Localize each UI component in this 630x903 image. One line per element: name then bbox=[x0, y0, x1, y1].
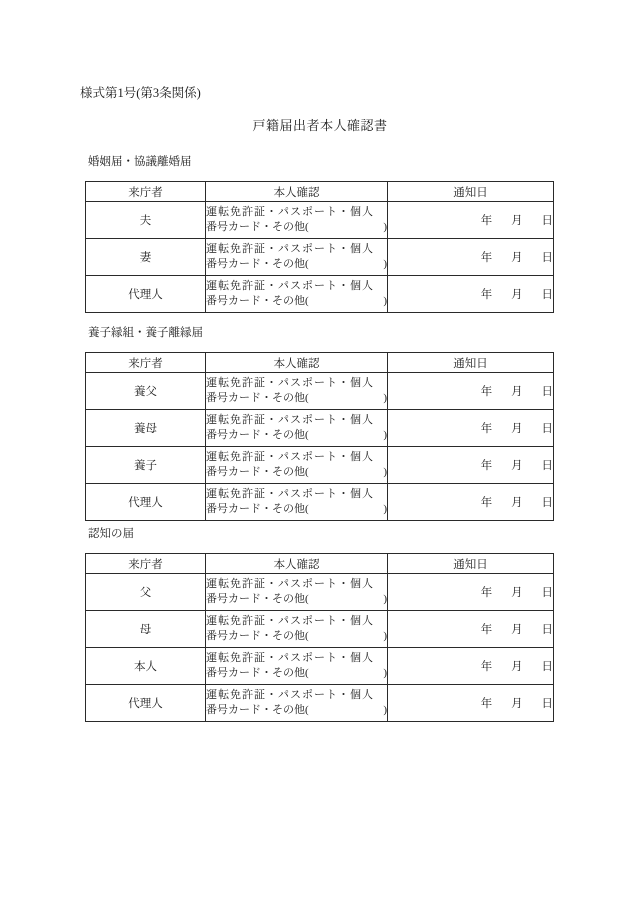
table-header-row bbox=[86, 554, 554, 574]
identity-check-close-paren: ) bbox=[383, 593, 387, 605]
date-day-label: 日 bbox=[541, 497, 553, 509]
date-month-label: 月 bbox=[511, 624, 523, 636]
identity-check-line1: 運転免許証・パスポート・個人 bbox=[206, 279, 374, 292]
visitor-cell bbox=[86, 685, 206, 722]
identity-check-cell bbox=[206, 574, 388, 611]
header-visitor: 来庁者 bbox=[86, 554, 206, 574]
header-identity-check: 本人確認 bbox=[206, 554, 388, 574]
notification-date-cell bbox=[388, 239, 554, 276]
date-day-label: 日 bbox=[541, 624, 553, 636]
visitor-label: 代理人 bbox=[128, 497, 163, 509]
visitor-cell bbox=[86, 447, 206, 484]
header-identity-check: 本人確認 bbox=[206, 182, 388, 202]
identity-check-line2 bbox=[206, 629, 387, 645]
date-month-label: 月 bbox=[511, 252, 523, 264]
table-row bbox=[86, 447, 554, 484]
table-row bbox=[86, 410, 554, 447]
identity-check-close-paren: ) bbox=[383, 630, 387, 642]
identity-check-line1: 運転免許証・パスポート・個人 bbox=[206, 651, 374, 664]
notification-date-cell bbox=[388, 202, 554, 239]
header-notification-date: 通知日 bbox=[388, 182, 554, 202]
identity-check-line2 bbox=[206, 502, 387, 518]
section-adoption bbox=[85, 324, 553, 521]
date-year-label: 年 bbox=[480, 497, 493, 509]
identity-check-line2 bbox=[206, 703, 387, 719]
table-row bbox=[86, 574, 554, 611]
date-day-label: 日 bbox=[541, 460, 553, 472]
table-row bbox=[86, 484, 554, 521]
identity-check-close-paren: ) bbox=[383, 258, 387, 270]
identity-check-line1: 運転免許証・パスポート・個人 bbox=[206, 242, 374, 255]
visitor-label: 代理人 bbox=[128, 698, 163, 710]
visitor-cell bbox=[86, 202, 206, 239]
table-row bbox=[86, 648, 554, 685]
date-month-label: 月 bbox=[511, 460, 523, 472]
page-title: 戸籍届出者本人確認書 bbox=[252, 118, 388, 133]
header-notification-date: 通知日 bbox=[388, 353, 554, 373]
form-number-label: 様式第1号(第3条関係) bbox=[80, 86, 201, 100]
identity-check-line2 bbox=[206, 666, 387, 682]
identity-check-close-paren: ) bbox=[383, 667, 387, 679]
identity-check-other-label: 番号カード・その他( bbox=[206, 593, 309, 605]
date-month-label: 月 bbox=[511, 698, 523, 710]
identity-check-line1: 運転免許証・パスポート・個人 bbox=[206, 205, 374, 218]
visitor-label: 妻 bbox=[139, 252, 152, 264]
date-month-label: 月 bbox=[511, 587, 523, 599]
date-day-label: 日 bbox=[541, 386, 553, 398]
identity-check-other-label: 番号カード・その他( bbox=[206, 295, 309, 307]
visitor-cell bbox=[86, 611, 206, 648]
date-month-label: 月 bbox=[511, 386, 523, 398]
table-row bbox=[86, 202, 554, 239]
visitor-cell bbox=[86, 239, 206, 276]
identity-check-line2 bbox=[206, 428, 387, 444]
date-month-label: 月 bbox=[511, 661, 523, 673]
notification-date-cell bbox=[388, 648, 554, 685]
date-year-label: 年 bbox=[480, 423, 493, 435]
visitor-label: 代理人 bbox=[128, 289, 163, 301]
identity-check-line1: 運転免許証・パスポート・個人 bbox=[206, 376, 374, 389]
date-year-label: 年 bbox=[480, 587, 493, 599]
identity-check-close-paren: ) bbox=[383, 221, 387, 233]
date-day-label: 日 bbox=[541, 698, 553, 710]
visitor-label: 養父 bbox=[134, 386, 157, 398]
header-visitor: 来庁者 bbox=[86, 182, 206, 202]
identity-check-close-paren: ) bbox=[383, 392, 387, 404]
date-year-label: 年 bbox=[480, 698, 493, 710]
notification-date-cell bbox=[388, 685, 554, 722]
visitor-cell bbox=[86, 276, 206, 313]
identity-check-other-label: 番号カード・その他( bbox=[206, 429, 309, 441]
acknowledgement-table bbox=[85, 553, 554, 722]
identity-check-cell bbox=[206, 239, 388, 276]
date-day-label: 日 bbox=[541, 215, 553, 227]
identity-check-line1: 運転免許証・パスポート・個人 bbox=[206, 577, 374, 590]
identity-check-cell bbox=[206, 685, 388, 722]
visitor-cell bbox=[86, 484, 206, 521]
identity-check-cell bbox=[206, 484, 388, 521]
identity-check-cell bbox=[206, 410, 388, 447]
date-year-label: 年 bbox=[480, 624, 493, 636]
date-year-label: 年 bbox=[480, 289, 493, 301]
date-month-label: 月 bbox=[511, 215, 523, 227]
visitor-label: 夫 bbox=[139, 215, 152, 227]
identity-check-line1: 運転免許証・パスポート・個人 bbox=[206, 450, 374, 463]
identity-check-line1: 運転免許証・パスポート・個人 bbox=[206, 614, 374, 627]
date-year-label: 年 bbox=[480, 252, 493, 264]
identity-check-cell bbox=[206, 276, 388, 313]
notification-date-cell bbox=[388, 611, 554, 648]
identity-check-cell bbox=[206, 611, 388, 648]
visitor-label: 母 bbox=[139, 624, 152, 636]
identity-check-other-label: 番号カード・その他( bbox=[206, 466, 309, 478]
identity-check-line2 bbox=[206, 257, 387, 273]
visitor-label: 養子 bbox=[134, 460, 157, 472]
table-row bbox=[86, 685, 554, 722]
header-notification-date: 通知日 bbox=[388, 554, 554, 574]
identity-check-close-paren: ) bbox=[383, 295, 387, 307]
notification-date-cell bbox=[388, 373, 554, 410]
date-day-label: 日 bbox=[541, 661, 553, 673]
table-row bbox=[86, 373, 554, 410]
identity-check-cell bbox=[206, 373, 388, 410]
visitor-label: 養母 bbox=[134, 423, 157, 435]
identity-check-cell bbox=[206, 447, 388, 484]
section-marriage-divorce bbox=[85, 153, 553, 313]
visitor-cell bbox=[86, 373, 206, 410]
date-month-label: 月 bbox=[511, 289, 523, 301]
identity-check-other-label: 番号カード・その他( bbox=[206, 704, 309, 716]
section-label: 養子縁組・養子離縁届 bbox=[88, 327, 203, 339]
notification-date-cell bbox=[388, 484, 554, 521]
identity-check-cell bbox=[206, 202, 388, 239]
identity-check-close-paren: ) bbox=[383, 704, 387, 716]
identity-check-line2 bbox=[206, 592, 387, 608]
date-day-label: 日 bbox=[541, 289, 553, 301]
identity-check-other-label: 番号カード・その他( bbox=[206, 667, 309, 679]
identity-check-line1: 運転免許証・パスポート・個人 bbox=[206, 487, 374, 500]
identity-check-other-label: 番号カード・その他( bbox=[206, 221, 309, 233]
notification-date-cell bbox=[388, 276, 554, 313]
table-header-row bbox=[86, 182, 554, 202]
date-day-label: 日 bbox=[541, 252, 553, 264]
date-day-label: 日 bbox=[541, 587, 553, 599]
identity-check-cell bbox=[206, 648, 388, 685]
date-year-label: 年 bbox=[480, 460, 493, 472]
header-visitor: 来庁者 bbox=[86, 353, 206, 373]
table-row bbox=[86, 611, 554, 648]
identity-check-line1: 運転免許証・パスポート・個人 bbox=[206, 413, 374, 426]
visitor-label: 本人 bbox=[134, 661, 157, 673]
identity-check-line2 bbox=[206, 465, 387, 481]
adoption-table bbox=[85, 352, 554, 521]
identity-check-other-label: 番号カード・その他( bbox=[206, 258, 309, 270]
visitor-cell bbox=[86, 410, 206, 447]
date-day-label: 日 bbox=[541, 423, 553, 435]
identity-check-close-paren: ) bbox=[383, 429, 387, 441]
identity-check-other-label: 番号カード・その他( bbox=[206, 630, 309, 642]
marriage-divorce-table bbox=[85, 181, 554, 313]
section-acknowledgement bbox=[85, 525, 553, 722]
identity-check-close-paren: ) bbox=[383, 503, 387, 515]
notification-date-cell bbox=[388, 410, 554, 447]
table-header-row bbox=[86, 353, 554, 373]
identity-check-line1: 運転免許証・パスポート・個人 bbox=[206, 688, 374, 701]
date-year-label: 年 bbox=[480, 215, 493, 227]
table-row bbox=[86, 239, 554, 276]
table-row bbox=[86, 276, 554, 313]
date-year-label: 年 bbox=[480, 386, 493, 398]
visitor-label: 父 bbox=[139, 587, 152, 599]
identity-check-other-label: 番号カード・その他( bbox=[206, 503, 309, 515]
identity-check-close-paren: ) bbox=[383, 466, 387, 478]
identity-check-line2 bbox=[206, 391, 387, 407]
identity-check-line2 bbox=[206, 220, 387, 236]
notification-date-cell bbox=[388, 447, 554, 484]
section-label: 認知の届 bbox=[88, 528, 134, 540]
date-month-label: 月 bbox=[511, 423, 523, 435]
header-identity-check: 本人確認 bbox=[206, 353, 388, 373]
visitor-cell bbox=[86, 574, 206, 611]
identity-check-other-label: 番号カード・その他( bbox=[206, 392, 309, 404]
identity-check-line2 bbox=[206, 294, 387, 310]
visitor-cell bbox=[86, 648, 206, 685]
section-label: 婚姻届・協議離婚届 bbox=[88, 156, 192, 168]
date-year-label: 年 bbox=[480, 661, 493, 673]
date-month-label: 月 bbox=[511, 497, 523, 509]
notification-date-cell bbox=[388, 574, 554, 611]
